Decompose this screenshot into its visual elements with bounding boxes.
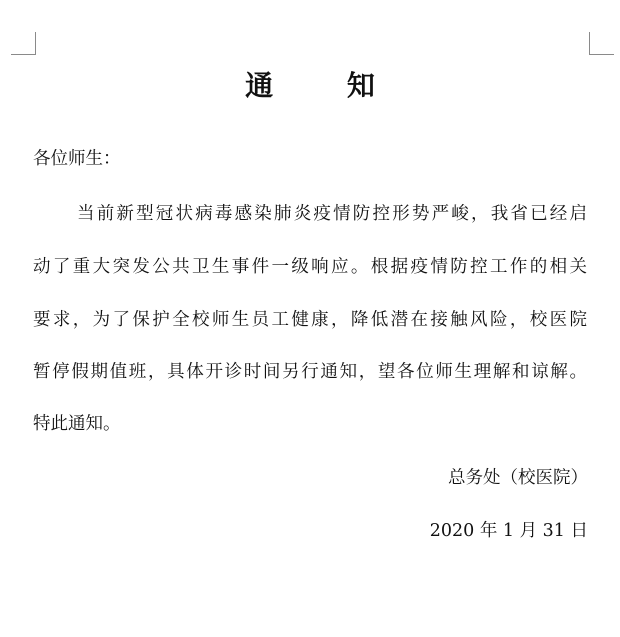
body-line-1: 当前新型冠状病毒感染肺炎疫情防控形势严峻，我省已经启 [77,204,587,224]
body-line-3: 要求，为了保护全校师生员工健康，降低潜在接触风险，校医院 [33,310,587,330]
salutation: 各位师生： [33,149,121,169]
crop-mark-top-left [11,32,36,55]
crop-mark-top-right [589,32,614,55]
date: 2020 年 1 月 31 日 [429,521,588,541]
body-line-2: 动了重大突发公共卫生事件一级响应。根据疫情防控工作的相关 [33,257,587,277]
notice-title: 通 知 [245,69,407,102]
body-line-5: 特此通知。 [33,414,121,434]
signature: 总务处（校医院） [448,468,588,488]
body-line-4: 暂停假期值班，具体开诊时间另行通知，望各位师生理解和谅解。 [33,362,587,382]
